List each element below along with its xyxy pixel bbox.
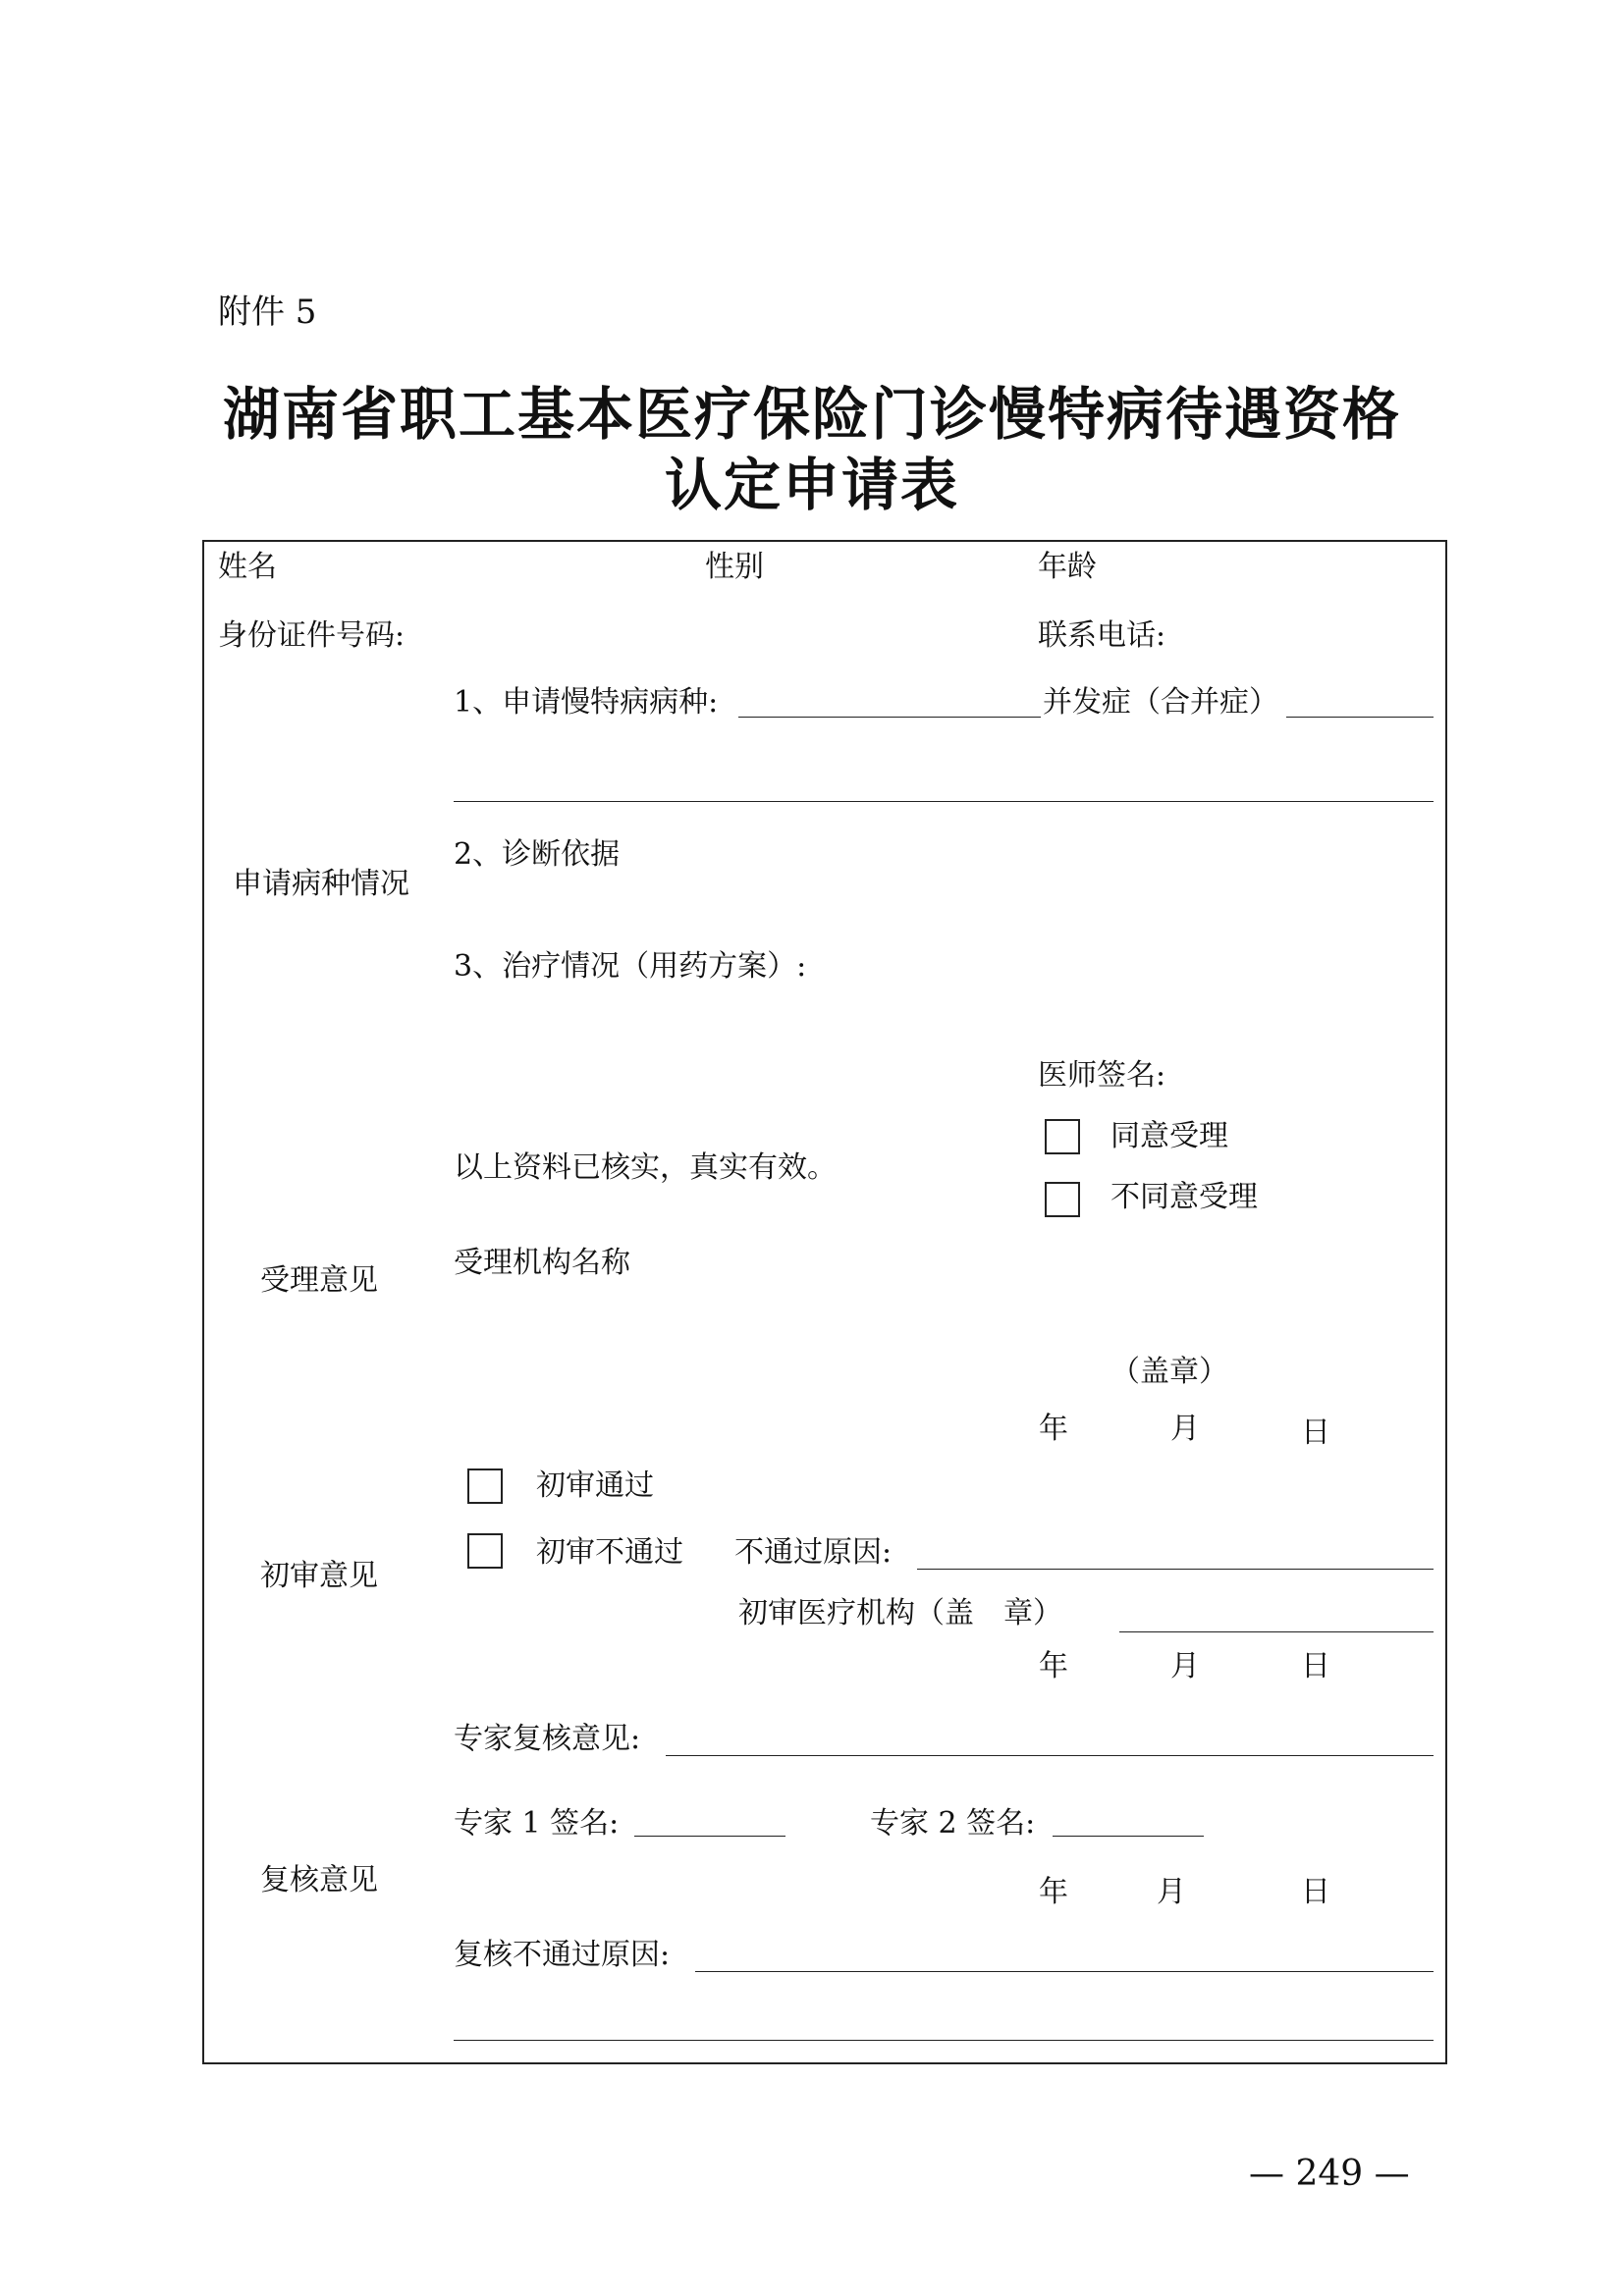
acceptance-year: 年 xyxy=(1039,1412,1068,1446)
disease-name-field[interactable] xyxy=(738,717,1041,718)
expert1-sign-label: 专家 1 签名: xyxy=(454,1806,620,1841)
fail-checkbox[interactable] xyxy=(467,1533,503,1569)
preliminary-month: 月 xyxy=(1170,1649,1200,1683)
expert2-sign-field[interactable] xyxy=(1053,1836,1204,1837)
preliminary-section-label: 初审意见 xyxy=(260,1559,378,1593)
review-fail-reason-field[interactable] xyxy=(695,1971,1434,1972)
review-extra-line[interactable] xyxy=(454,2040,1434,2041)
preliminary-org-seal: 初审医疗机构（盖 章） xyxy=(738,1596,1062,1630)
expert-opinion-label: 专家复核意见: xyxy=(454,1722,641,1756)
seal-label: （盖章） xyxy=(1110,1355,1228,1389)
disagree-label: 不同意受理 xyxy=(1110,1180,1258,1214)
form-title-line2: 认定申请表 xyxy=(664,452,959,518)
agree-checkbox[interactable] xyxy=(1045,1119,1080,1154)
fail-label: 初审不通过 xyxy=(536,1535,683,1570)
disease-item1: 1、申请慢特病病种: xyxy=(454,685,719,720)
page-number: — 249 — xyxy=(1249,2154,1410,2194)
name-label: 姓名 xyxy=(218,550,277,584)
expert-opinion-field[interactable] xyxy=(666,1755,1434,1756)
complication-field[interactable] xyxy=(1286,717,1434,718)
pass-label: 初审通过 xyxy=(536,1468,654,1503)
expert1-sign-field[interactable] xyxy=(634,1836,785,1837)
doctor-sign-label: 医师签名: xyxy=(1038,1058,1166,1093)
review-day: 日 xyxy=(1301,1875,1330,1909)
review-section-label: 复核意见 xyxy=(260,1863,378,1897)
verified-text: 以上资料已核实，真实有效。 xyxy=(454,1150,837,1185)
agree-label: 同意受理 xyxy=(1110,1119,1228,1153)
form-frame xyxy=(202,540,1447,2064)
gender-label: 性别 xyxy=(705,550,764,584)
disease-extra-line[interactable] xyxy=(454,801,1434,802)
fail-reason-label: 不通过原因: xyxy=(734,1535,893,1570)
age-label: 年龄 xyxy=(1038,550,1097,584)
preliminary-year: 年 xyxy=(1039,1649,1068,1683)
disease-item2: 2、诊断依据 xyxy=(454,837,621,872)
preliminary-org-field[interactable] xyxy=(1119,1631,1434,1632)
preliminary-day: 日 xyxy=(1301,1649,1330,1683)
pass-checkbox[interactable] xyxy=(467,1468,503,1504)
review-month: 月 xyxy=(1157,1875,1186,1909)
disease-item3: 3、治疗情况（用药方案）: xyxy=(454,949,807,984)
acceptance-day: 日 xyxy=(1301,1415,1330,1450)
id-label: 身份证件号码: xyxy=(218,618,406,653)
acceptance-month: 月 xyxy=(1170,1412,1200,1446)
expert2-sign-label: 专家 2 签名: xyxy=(870,1806,1036,1841)
disagree-checkbox[interactable] xyxy=(1045,1182,1080,1217)
review-fail-reason-label: 复核不通过原因: xyxy=(454,1938,671,1972)
form-title-line1: 湖南省职工基本医疗保险门诊慢特病待遇资格 xyxy=(222,381,1401,448)
disease-section-label: 申请病种情况 xyxy=(233,867,409,901)
complication-label: 并发症（合并症） xyxy=(1043,685,1278,720)
acceptance-section-label: 受理意见 xyxy=(260,1263,378,1298)
attachment-label: 附件 5 xyxy=(218,293,317,332)
org-name-label: 受理机构名称 xyxy=(454,1246,630,1280)
fail-reason-field[interactable] xyxy=(917,1569,1434,1570)
review-year: 年 xyxy=(1039,1875,1068,1909)
phone-label: 联系电话: xyxy=(1038,618,1166,653)
